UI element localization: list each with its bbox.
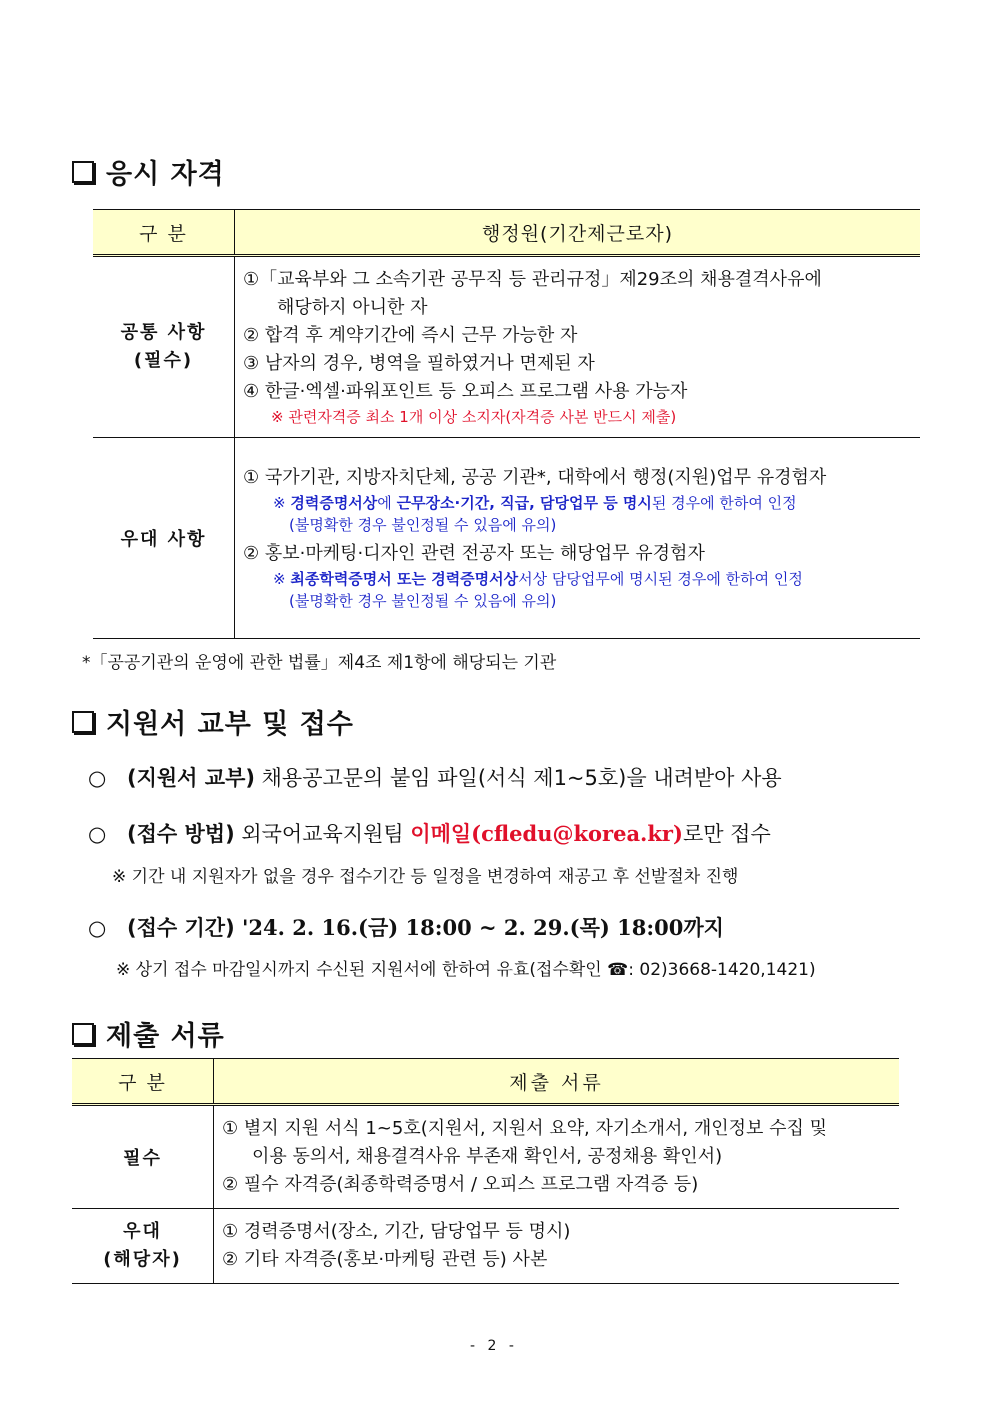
item-label: (접수 기간) [127, 916, 235, 940]
list-item: 해당하지 아니한 자 [277, 297, 428, 318]
list-item: ① 경력증명서(장소, 기간, 담당업무 등 명시) [222, 1221, 571, 1242]
footnote: *「공공기관의 운영에 관한 법률」제4조 제1항에 해당되는 기관 [82, 653, 557, 673]
list-item: ② 합격 후 계약기간에 즉시 근무 가능한 자 [243, 325, 578, 346]
item-text: 로만 접수 [682, 822, 771, 846]
row-label-preferred [72, 1209, 214, 1284]
qualification-table [93, 209, 920, 639]
list-item: 이용 동의서, 채용결격사유 부존재 확인서, 공정채용 확인서) [252, 1146, 723, 1167]
application-item-period [88, 912, 724, 942]
header-category: 구 분 [72, 1059, 214, 1105]
list-item: ② 홍보·마케팅·디자인 관련 전공자 또는 해당업무 유경험자 [243, 543, 705, 564]
table-header-row [72, 1059, 899, 1105]
row-label-line: 우대 [123, 1221, 162, 1242]
note-text: ※ 관련자격증 최소 1개 이상 소지자(자격증 사본 반드시 제출) [271, 408, 677, 426]
table-row-common [93, 256, 920, 438]
item-label: (접수 방법) [127, 822, 235, 846]
row-content-preferred [214, 1209, 900, 1284]
list-item: ② 필수 자격증(최종학력증명서 / 오피스 프로그램 자격증 등) [222, 1174, 699, 1195]
list-item: ①「교육부와 그 소속기관 공무직 등 관리규정」제29조의 채용결격사유에 [243, 269, 822, 290]
item-label: (지원서 교부) [127, 766, 255, 790]
header-category: 구 분 [93, 210, 235, 256]
list-item: ④ 한글·엑셀·파워포인트 등 오피스 프로그램 사용 가능자 [243, 381, 688, 402]
item-text: 외국어교육지원팀 [234, 822, 411, 846]
checkbox-square-icon [72, 161, 94, 183]
list-item: ③ 남자의 경우, 병역을 필하였거나 면제된 자 [243, 353, 595, 374]
section-heading-qualification [72, 152, 225, 191]
bullet-icon: ○ [88, 822, 107, 846]
documents-table [72, 1058, 899, 1284]
bullet-icon: ○ [88, 766, 107, 790]
table-row-preferred [93, 438, 920, 639]
item-text: 채용공고문의 붙임 파일(서식 제1~5호)을 내려받아 사용 [254, 766, 782, 790]
list-item: ① 별지 지원 서식 1~5호(지원서, 지원서 요약, 자기소개서, 개인정보 수집 및 [222, 1118, 828, 1139]
header-position: 행정원(기간제근로자) [235, 210, 921, 256]
application-item-form [88, 762, 782, 792]
note-text: ※ 경력증명서상에 근무장소·기간, 직급, 담당업무 등 명시된 경우에 한하여 인정 [273, 494, 797, 512]
section-heading-application [72, 702, 354, 741]
table-row-preferred [72, 1209, 899, 1284]
list-item: ② 기타 자격증(홍보·마케팅 관련 등) 사본 [222, 1249, 548, 1270]
section-title: 지원서 교부 및 접수 [106, 709, 354, 740]
row-content-preferred [235, 438, 921, 639]
row-content-required [214, 1105, 900, 1209]
application-note-method: ※ 기간 내 지원자가 없을 경우 접수기간 등 일정을 변경하여 재공고 후 선발절차 진행 [112, 867, 739, 887]
row-label-required: 필수 [72, 1105, 214, 1209]
email-link[interactable]: 이메일(cfledu@korea.kr) [410, 821, 683, 846]
checkbox-square-icon [72, 711, 94, 733]
section-heading-documents [72, 1014, 225, 1053]
table-row-required [72, 1105, 899, 1209]
row-label-line: 공통 사항 [120, 322, 207, 343]
bullet-icon: ○ [88, 916, 107, 940]
row-content-common [235, 256, 921, 438]
note-text: ※ 최종학력증명서 또는 경력증명서상서상 담당업무에 명시된 경우에 한하여 인정 [273, 570, 803, 588]
note-text: (불명확한 경우 불인정될 수 있음에 유의) [289, 516, 557, 534]
header-documents: 제출 서류 [214, 1059, 900, 1105]
row-label-preferred: 우대 사항 [93, 438, 235, 639]
application-note-period: ※ 상기 접수 마감일시까지 수신된 지원서에 한하여 유효(접수확인 ☎: 02)3668-1420,1421) [116, 960, 816, 980]
item-text: '24. 2. 16.(금) 18:00 ~ 2. 29.(목) 18:00까지 [234, 915, 724, 940]
application-item-method [88, 818, 771, 848]
section-title: 제출 서류 [106, 1021, 225, 1052]
note-text: (불명확한 경우 불인정될 수 있음에 유의) [289, 592, 557, 610]
list-item: ① 국가기관, 지방자치단체, 공공 기관*, 대학에서 행정(지원)업무 유경험자 [243, 467, 827, 488]
page-number: - 2 - [470, 1338, 518, 1354]
checkbox-square-icon [72, 1023, 94, 1045]
section-title: 응시 자격 [106, 159, 225, 190]
row-label-line: (필수) [133, 350, 194, 371]
row-label-common [93, 256, 235, 438]
table-header-row [93, 210, 920, 256]
row-label-line: (해당자) [103, 1249, 182, 1270]
